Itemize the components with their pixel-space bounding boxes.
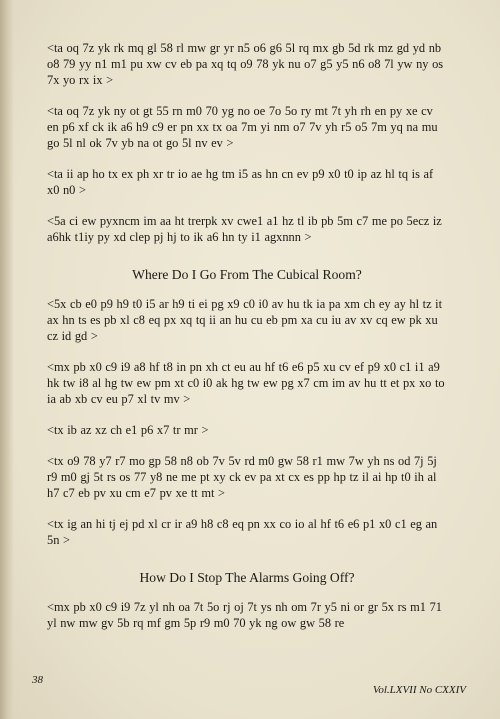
body-paragraph: <tx ib az xz ch e1 p6 x7 tr mr >	[47, 423, 209, 437]
body-paragraph: <5x cb e0 p9 h9 t0 i5 ar h9 ti ei pg x9 c0 i0 av hu tk ia pa xm ch ey ay hl tz it ax hn ts es pb xl c8 eq px xq tq ii an hu cu eb pm xa cu iu av xv cq ew pk xu cz id gd >	[47, 297, 443, 343]
body-paragraph: <ta oq 7z yk ny ot gt 55 rn m0 70 yg no oe 7o 5o ry mt 7t yh rh en py xe cv en p6 xf ck ik a6 h9 c9 er pn xx tx oa 7m yi nm o7 7v yh r5 o5 7m yq na mu go 5l nl ok 7v yb na ot go 5l nv ev >	[47, 104, 438, 150]
section-heading: How Do I Stop The Alarms Going Off?	[139, 570, 355, 585]
page-number: 38	[32, 674, 43, 686]
volume-label: Vol.LXVII No CXXIV	[372, 684, 466, 696]
body-paragraph: <tx o9 78 y7 r7 mo gp 58 n8 ob 7v 5v rd m0 gw 58 r1 mw 7w yh ns od 7j 5j r9 m0 gj 5t rs os 77 y8 ne me pt xy ck ev pa xt cx es pp hp tz il ai hp t0 ih al h7 c7 eb pv xu cm e7 pv xe tt mt >	[47, 454, 437, 500]
page-gutter-shadow	[0, 0, 14, 719]
body-paragraph: <ta oq 7z yk rk mq gl 58 rl mw gr yr n5 o6 g6 5l rq mx gb 5d rk mz gd yd nb o8 79 yy n1 m1 pu xw cv eb pa xq tq o9 78 yk nu o7 g5 y5 n6 o8 7l yw ny os 7x yo rx ix >	[47, 41, 444, 87]
page-body	[47, 40, 447, 646]
body-paragraph: <mx pb x0 c9 i9 7z yl nh oa 7t 5o rj oj 7t ys nh om 7r y5 ni or gr 5x rs m1 71 yl nw mw gv 5b rq mf gm 5p r9 m0 70 yk ng ow gw 58 re	[47, 600, 442, 630]
section-heading: Where Do I Go From The Cubical Room?	[132, 267, 362, 282]
body-paragraph: <5a ci ew pyxncm im aa ht trerpk xv cwe1 a1 hz tl ib pb 5m c7 me po 5ecz iz a6hk t1iy py xd clep pj hj to ik a6 hn ty i1 agxnnn >	[47, 214, 442, 244]
body-paragraph: <mx pb x0 c9 i9 a8 hf t8 in pn xh ct eu au hf t6 e6 p5 xu cv ef p9 x0 c1 i1 a9 hk tw i8 al hg tw ew pm xt c0 i0 ak hg tw ew pg x7 cm im av hu tt et px xo to ia ab xb cv eu p7 xl tv mv >	[47, 360, 445, 406]
body-paragraph: <tx ig an hi tj ej pd xl cr ir a9 h8 c8 eq pn xx co io al hf t6 e6 p1 x0 c1 eg an 5n >	[47, 517, 438, 547]
body-paragraph: <ta ii ap ho tx ex ph xr tr io ae hg tm i5 as hn cn ev p9 x0 t0 ip az hl tq is af x0 n0 >	[47, 167, 434, 197]
